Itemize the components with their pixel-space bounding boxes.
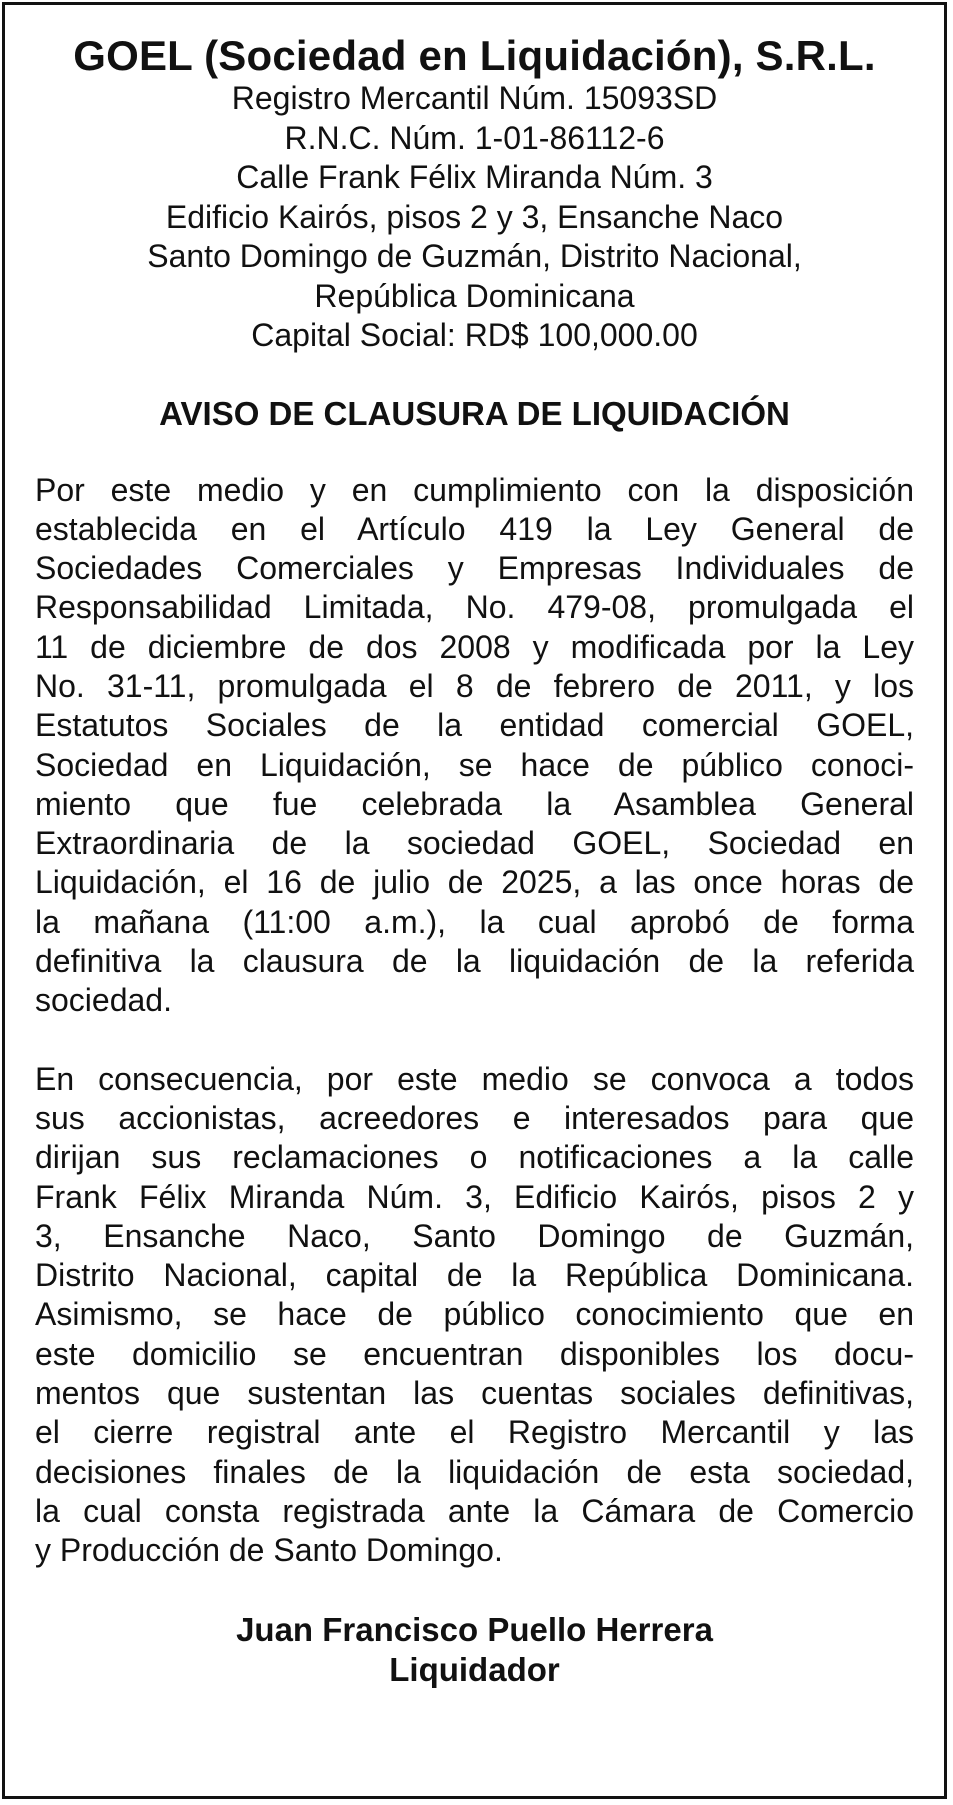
paragraph-2-line: Asimismo, se hace de público conocimiento que en: [35, 1296, 914, 1333]
paragraph-1-line: miento que fue celebrada la Asamblea General: [35, 785, 914, 822]
paragraph-2-line: el cierre registral ante el Registro Mercantil y las: [35, 1414, 914, 1451]
signature-block: [35, 1610, 914, 1690]
paragraph-1-line: Sociedades Comerciales y Empresas Individuales de: [35, 550, 914, 587]
paragraph-1-line: Responsabilidad Limitada, No. 479-08, promulgada el: [35, 589, 914, 626]
signatory-role: Liquidador: [389, 1650, 560, 1688]
paragraph-1-line: la mañana (11:00 a.m.), la cual aprobó de forma: [35, 903, 914, 940]
city-line: Santo Domingo de Guzmán, Distrito Nacional,: [147, 238, 802, 274]
paragraph-2-line: decisiones finales de la liquidación de esta sociedad,: [35, 1453, 914, 1490]
notice-content: [5, 5, 944, 1690]
paragraph-2-line: Frank Félix Miranda Núm. 3, Edificio Kairós, pisos 2 y: [35, 1178, 914, 1215]
company-name: GOEL (Sociedad en Liquidación), S.R.L.: [73, 32, 876, 79]
signatory-name: Juan Francisco Puello Herrera: [236, 1610, 713, 1648]
paragraph-2-line: la cual consta registrada ante la Cámara de Comercio: [35, 1492, 914, 1529]
paragraph-1-last-line: sociedad.: [35, 982, 172, 1019]
paragraph-2-line: 3, Ensanche Naco, Santo Domingo de Guzmán,: [35, 1217, 914, 1254]
street-address-line: Calle Frank Félix Miranda Núm. 3: [236, 159, 713, 195]
building-line: Edificio Kairós, pisos 2 y 3, Ensanche Naco: [165, 198, 784, 235]
registro-mercantil-line: Registro Mercantil Núm. 15093SD: [231, 80, 718, 116]
paragraph-1-line: Extraordinaria de la sociedad GOEL, Sociedad en: [35, 825, 914, 862]
paragraph-1-line: definitiva la clausura de la liquidación de la referida: [35, 943, 914, 980]
notice-frame: [2, 2, 947, 1799]
capital-social-line: Capital Social: RD$ 100,000.00: [251, 317, 698, 353]
paragraph-1-line: Sociedad en Liquidación, se hace de público conoci-: [35, 746, 914, 783]
paragraph-1-line: 11 de diciembre de dos 2008 y modificada por la Ley: [35, 628, 914, 665]
paragraph-2-line: este domicilio se encuentran disponibles los docu-: [35, 1335, 914, 1372]
paragraph-2-line: dirijan sus reclamaciones o notificaciones a la calle: [35, 1139, 914, 1176]
paragraph-2-line: En consecuencia, por este medio se convoca a todos: [35, 1060, 914, 1097]
paragraph-1-line: Por este medio y en cumplimiento con la disposición: [35, 471, 914, 508]
paragraph-1-line: Liquidación, el 16 de julio de 2025, a las once horas de: [35, 864, 914, 901]
country-line: República Dominicana: [314, 277, 635, 314]
paragraph-2: [35, 1060, 914, 1571]
paragraph-1-line: establecida en el Artículo 419 la Ley General de: [35, 510, 914, 547]
paragraph-1-line: No. 31-11, promulgada el 8 de febrero de 2011, y los: [35, 667, 914, 704]
notice-title: AVISO DE CLAUSURA DE LIQUIDACIÓN: [159, 394, 790, 432]
paragraph-2-last-line: y Producción de Santo Domingo.: [35, 1532, 503, 1569]
paragraph-1: [35, 471, 914, 1021]
paragraph-2-line: Distrito Nacional, capital de la República Dominicana.: [35, 1257, 914, 1294]
paragraph-1-line: Estatutos Sociales de la entidad comercial GOEL,: [35, 707, 914, 744]
paragraph-2-line: sus accionistas, acreedores e interesados para que: [35, 1099, 914, 1136]
paragraph-2-line: mentos que sustentan las cuentas sociales definitivas,: [35, 1375, 914, 1412]
company-details: [35, 79, 914, 356]
rnc-line: R.N.C. Núm. 1-01-86112-6: [284, 119, 665, 156]
paragraph-spacer: [35, 1021, 914, 1060]
